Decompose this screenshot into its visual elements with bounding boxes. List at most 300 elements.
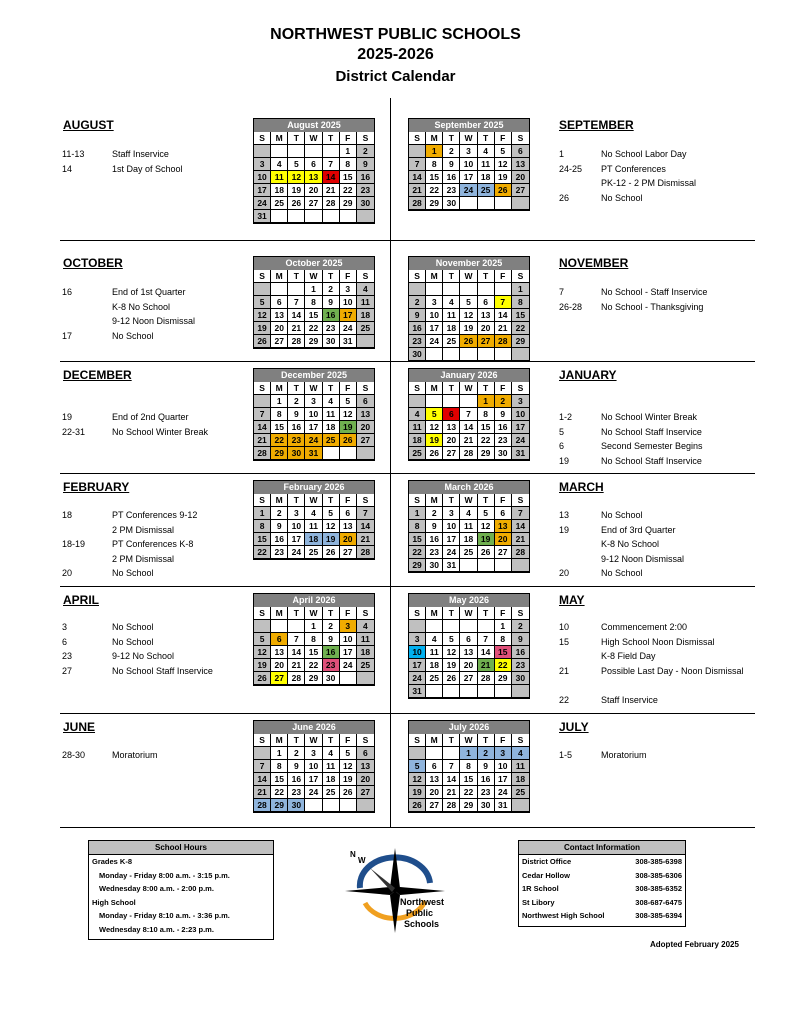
event-date: 19 bbox=[559, 455, 570, 466]
event-description: High School Noon Dismissal bbox=[601, 636, 715, 647]
calendar-day: 16 bbox=[478, 773, 495, 786]
calendar-day: 29 bbox=[305, 672, 322, 685]
calendar-day: 5 bbox=[288, 158, 305, 171]
row-divider bbox=[60, 586, 755, 587]
calendar-day: 23 bbox=[271, 546, 288, 559]
calendar-day: 13 bbox=[271, 309, 288, 322]
calendar-day: 24 bbox=[409, 672, 426, 685]
weekday-label: T bbox=[288, 494, 305, 507]
calendar-day bbox=[426, 620, 443, 633]
calendar-title: October 2025 bbox=[254, 257, 374, 270]
month-calendar-feb bbox=[253, 480, 375, 560]
calendar-day bbox=[409, 145, 426, 158]
calendar-day: 16 bbox=[426, 533, 443, 546]
calendar-day: 28 bbox=[254, 799, 271, 812]
calendar-day: 4 bbox=[443, 296, 460, 309]
calendar-day bbox=[426, 283, 443, 296]
calendar-day: 24 bbox=[288, 546, 305, 559]
calendar-day: 21 bbox=[254, 786, 271, 799]
calendar-day bbox=[323, 447, 340, 460]
calendar-day: 3 bbox=[254, 158, 271, 171]
weekday-label: T bbox=[443, 607, 460, 620]
calendar-day: 28 bbox=[478, 672, 495, 685]
calendar-day: 28 bbox=[288, 672, 305, 685]
calendar-day: 15 bbox=[305, 309, 322, 322]
calendar-day: 17 bbox=[426, 322, 443, 335]
event-date: 17 bbox=[62, 330, 73, 341]
calendar-day: 22 bbox=[340, 184, 357, 197]
school-hours-box bbox=[88, 840, 274, 940]
calendar-day: 29 bbox=[460, 799, 477, 812]
weekday-label: S bbox=[357, 494, 374, 507]
calendar-day: 10 bbox=[305, 408, 322, 421]
calendar-day: 12 bbox=[443, 646, 460, 659]
calendar-day: 15 bbox=[271, 773, 288, 786]
calendar-day: 19 bbox=[478, 533, 495, 546]
weekday-label: S bbox=[512, 382, 529, 395]
event-description: No School Winter Break bbox=[112, 426, 209, 437]
event-description: End of 3rd Quarter bbox=[601, 524, 676, 535]
calendar-day: 26 bbox=[254, 335, 271, 348]
calendar-day: 2 bbox=[271, 507, 288, 520]
month-calendar-may bbox=[408, 593, 530, 699]
event-date: 22 bbox=[559, 694, 570, 705]
logo-n: N bbox=[350, 850, 356, 859]
event-description: No School bbox=[112, 622, 154, 632]
calendar-day: 3 bbox=[512, 395, 529, 408]
calendar-title: April 2026 bbox=[254, 594, 374, 607]
calendar-day: 25 bbox=[478, 184, 495, 197]
calendar-day bbox=[409, 395, 426, 408]
calendar-day bbox=[271, 283, 288, 296]
month-heading: JANUARY bbox=[559, 368, 617, 382]
calendar-day: 17 bbox=[288, 533, 305, 546]
contact-name: Cedar Hollow bbox=[522, 870, 570, 880]
calendar-day: 1 bbox=[512, 283, 529, 296]
weekday-label: S bbox=[409, 382, 426, 395]
calendar-day bbox=[357, 672, 374, 685]
contact-name: 1R School bbox=[522, 884, 559, 893]
calendar-day: 7 bbox=[323, 158, 340, 171]
event-description: Moratorium bbox=[112, 750, 158, 760]
calendar-day: 21 bbox=[512, 533, 529, 546]
calendar-day: 23 bbox=[323, 659, 340, 672]
weekday-label: W bbox=[460, 734, 477, 747]
calendar-day: 12 bbox=[495, 158, 512, 171]
calendar-day: 18 bbox=[478, 171, 495, 184]
calendar-day: 25 bbox=[357, 659, 374, 672]
weekday-label: S bbox=[409, 270, 426, 283]
calendar-day: 29 bbox=[340, 197, 357, 210]
calendar-day: 2 bbox=[323, 620, 340, 633]
event-description: No School bbox=[601, 568, 643, 578]
contact-row bbox=[519, 909, 685, 923]
calendar-day: 4 bbox=[357, 620, 374, 633]
calendar-day: 18 bbox=[512, 773, 529, 786]
calendar-day: 11 bbox=[443, 309, 460, 322]
center-divider bbox=[390, 98, 391, 828]
calendar-day: 9 bbox=[288, 408, 305, 421]
event-description: K-8 No School bbox=[112, 301, 171, 312]
hours-line: High School bbox=[92, 897, 136, 907]
northwest-compass-logo bbox=[340, 843, 450, 938]
calendar-day: 15 bbox=[512, 309, 529, 322]
calendar-day bbox=[478, 685, 495, 698]
calendar-day: 13 bbox=[478, 309, 495, 322]
calendar-day: 19 bbox=[340, 773, 357, 786]
calendar-day: 10 bbox=[288, 520, 305, 533]
calendar-day: 28 bbox=[288, 335, 305, 348]
calendar-day: 28 bbox=[495, 335, 512, 348]
event-description: No School Staff Inservice bbox=[601, 455, 702, 466]
calendar-day bbox=[443, 685, 460, 698]
calendar-day: 26 bbox=[323, 546, 340, 559]
weekday-label: S bbox=[512, 132, 529, 145]
month-calendar-mar bbox=[408, 480, 530, 573]
calendar-day: 13 bbox=[460, 646, 477, 659]
calendar-title: March 2026 bbox=[409, 481, 529, 494]
calendar-day: 1 bbox=[271, 395, 288, 408]
calendar-day: 21 bbox=[254, 434, 271, 447]
calendar-title: February 2026 bbox=[254, 481, 374, 494]
event-date: 6 bbox=[559, 441, 565, 451]
event-description: Moratorium bbox=[601, 750, 647, 760]
calendar-day: 9 bbox=[443, 158, 460, 171]
contact-row bbox=[519, 896, 685, 910]
event-description: Commencement 2:00 bbox=[601, 622, 688, 632]
event-date: 10 bbox=[559, 622, 570, 632]
calendar-day: 11 bbox=[323, 760, 340, 773]
calendar-day: 8 bbox=[478, 408, 495, 421]
calendar-day: 9 bbox=[478, 760, 495, 773]
calendar-day: 30 bbox=[495, 447, 512, 460]
school-hours-title: School Hours bbox=[89, 841, 273, 855]
weekday-label: T bbox=[478, 132, 495, 145]
event-description: No School - Thanksgiving bbox=[601, 301, 704, 312]
weekday-label: T bbox=[323, 382, 340, 395]
month-heading: DECEMBER bbox=[63, 368, 132, 382]
calendar-day bbox=[478, 283, 495, 296]
calendar-day: 6 bbox=[340, 507, 357, 520]
event-description: 9-12 No School bbox=[112, 651, 175, 661]
calendar-day: 20 bbox=[271, 322, 288, 335]
calendar-day: 27 bbox=[460, 672, 477, 685]
weekday-label: T bbox=[478, 734, 495, 747]
calendar-day bbox=[288, 620, 305, 633]
calendar-day: 26 bbox=[460, 335, 477, 348]
calendar-day: 8 bbox=[409, 520, 426, 533]
weekday-label: M bbox=[271, 607, 288, 620]
calendar-day: 14 bbox=[254, 773, 271, 786]
weekday-label: M bbox=[426, 734, 443, 747]
calendar-day: 4 bbox=[323, 395, 340, 408]
calendar-day: 30 bbox=[288, 447, 305, 460]
weekday-label: S bbox=[409, 132, 426, 145]
weekday-label: T bbox=[323, 734, 340, 747]
row-divider bbox=[60, 827, 755, 828]
calendar-day bbox=[460, 620, 477, 633]
calendar-day bbox=[426, 747, 443, 760]
event-description: No School bbox=[601, 192, 643, 203]
contact-row bbox=[519, 869, 685, 883]
calendar-day: 27 bbox=[443, 447, 460, 460]
calendar-day: 7 bbox=[357, 507, 374, 520]
weekday-label: S bbox=[357, 382, 374, 395]
calendar-day: 31 bbox=[512, 447, 529, 460]
hours-line: Grades K-8 bbox=[92, 857, 133, 866]
event-date: 6 bbox=[62, 636, 68, 647]
calendar-day: 3 bbox=[460, 145, 477, 158]
weekday-label: S bbox=[254, 132, 271, 145]
calendar-day bbox=[478, 620, 495, 633]
calendar-day: 5 bbox=[254, 633, 271, 646]
event-description: No School Staff Inservice bbox=[112, 665, 213, 676]
calendar-day: 27 bbox=[478, 335, 495, 348]
calendar-day: 10 bbox=[254, 171, 271, 184]
calendar-day: 29 bbox=[271, 799, 288, 812]
school-year: 2025-2026 bbox=[357, 46, 434, 63]
calendar-day: 22 bbox=[478, 434, 495, 447]
calendar-day: 10 bbox=[443, 520, 460, 533]
calendar-day bbox=[288, 145, 305, 158]
weekday-label: T bbox=[443, 494, 460, 507]
weekday-label: T bbox=[323, 494, 340, 507]
weekday-label: S bbox=[512, 270, 529, 283]
calendar-day: 11 bbox=[323, 408, 340, 421]
calendar-day: 7 bbox=[443, 760, 460, 773]
calendar-day: 29 bbox=[271, 447, 288, 460]
calendar-day: 28 bbox=[254, 447, 271, 460]
weekday-label: W bbox=[460, 270, 477, 283]
weekday-label: S bbox=[409, 494, 426, 507]
calendar-day bbox=[340, 799, 357, 812]
calendar-day: 1 bbox=[495, 620, 512, 633]
event-date: 26-28 bbox=[559, 301, 583, 312]
calendar-day: 6 bbox=[271, 633, 288, 646]
event-date: 23 bbox=[62, 651, 73, 661]
calendar-day bbox=[443, 348, 460, 361]
calendar-day: 25 bbox=[271, 197, 288, 210]
calendar-day: 3 bbox=[409, 633, 426, 646]
calendar-day: 14 bbox=[288, 309, 305, 322]
calendar-day: 12 bbox=[478, 520, 495, 533]
calendar-day: 27 bbox=[357, 434, 374, 447]
calendar-day: 28 bbox=[409, 197, 426, 210]
calendar-day bbox=[478, 348, 495, 361]
calendar-day: 20 bbox=[357, 773, 374, 786]
calendar-day bbox=[478, 559, 495, 572]
calendar-day: 20 bbox=[460, 659, 477, 672]
calendar-day bbox=[323, 210, 340, 223]
weekday-label: S bbox=[254, 270, 271, 283]
calendar-day: 5 bbox=[340, 395, 357, 408]
calendar-day: 9 bbox=[288, 760, 305, 773]
event-description: No School Winter Break bbox=[601, 412, 698, 422]
adopted-date: Adopted February 2025 bbox=[650, 940, 739, 949]
row-divider bbox=[60, 473, 755, 474]
event-description: 1st Day of School bbox=[112, 163, 183, 174]
calendar-day: 9 bbox=[426, 520, 443, 533]
weekday-label: W bbox=[305, 607, 322, 620]
calendar-day: 25 bbox=[323, 786, 340, 799]
event-description: PK-12 - 2 PM Dismissal bbox=[601, 178, 697, 188]
calendar-day: 11 bbox=[409, 421, 426, 434]
calendar-day: 16 bbox=[323, 309, 340, 322]
calendar-day: 30 bbox=[512, 672, 529, 685]
calendar-day: 11 bbox=[357, 633, 374, 646]
weekday-label: T bbox=[323, 607, 340, 620]
calendar-day: 4 bbox=[409, 408, 426, 421]
hours-line: Wednesday 8:10 a.m. - 2:23 p.m. bbox=[99, 924, 214, 934]
event-date: 1-2 bbox=[559, 412, 573, 422]
event-date: 20 bbox=[62, 568, 73, 578]
calendar-day bbox=[254, 747, 271, 760]
calendar-day: 11 bbox=[305, 520, 322, 533]
calendar-day bbox=[323, 799, 340, 812]
weekday-label: M bbox=[426, 382, 443, 395]
logo-text-2: Public bbox=[406, 908, 434, 918]
calendar-day: 18 bbox=[443, 322, 460, 335]
event-date: 21 bbox=[559, 665, 570, 676]
weekday-label: M bbox=[271, 734, 288, 747]
calendar-day: 30 bbox=[443, 197, 460, 210]
calendar-day: 25 bbox=[323, 434, 340, 447]
calendar-day: 11 bbox=[460, 520, 477, 533]
weekday-label: S bbox=[357, 270, 374, 283]
calendar-title: May 2026 bbox=[409, 594, 529, 607]
weekday-label: F bbox=[340, 382, 357, 395]
calendar-day: 9 bbox=[512, 633, 529, 646]
calendar-day: 3 bbox=[305, 747, 322, 760]
weekday-label: W bbox=[305, 382, 322, 395]
calendar-day bbox=[271, 145, 288, 158]
calendar-day: 25 bbox=[512, 786, 529, 799]
calendar-day: 13 bbox=[426, 773, 443, 786]
calendar-day: 16 bbox=[323, 646, 340, 659]
event-description: Staff Inservice bbox=[112, 149, 169, 159]
weekday-label: F bbox=[495, 132, 512, 145]
calendar-title: November 2025 bbox=[409, 257, 529, 270]
calendar-day: 4 bbox=[460, 507, 477, 520]
calendar-day: 12 bbox=[426, 421, 443, 434]
calendar-day: 8 bbox=[460, 760, 477, 773]
event-description: Second Semester Begins bbox=[601, 441, 703, 451]
weekday-label: T bbox=[288, 607, 305, 620]
calendar-day bbox=[512, 197, 529, 210]
calendar-day: 1 bbox=[254, 507, 271, 520]
weekday-label: M bbox=[426, 494, 443, 507]
calendar-day: 23 bbox=[426, 546, 443, 559]
calendar-day: 19 bbox=[443, 659, 460, 672]
calendar-day bbox=[409, 283, 426, 296]
month-calendar-apr bbox=[253, 593, 375, 686]
calendar-day: 23 bbox=[512, 659, 529, 672]
weekday-label: S bbox=[512, 734, 529, 747]
calendar-day: 24 bbox=[305, 434, 322, 447]
weekday-label: S bbox=[409, 734, 426, 747]
calendar-day: 22 bbox=[409, 546, 426, 559]
calendar-day: 10 bbox=[409, 646, 426, 659]
calendar-day: 31 bbox=[254, 210, 271, 223]
weekday-label: W bbox=[460, 494, 477, 507]
calendar-day: 12 bbox=[340, 760, 357, 773]
calendar-day: 31 bbox=[340, 335, 357, 348]
calendar-day: 2 bbox=[478, 747, 495, 760]
calendar-day: 27 bbox=[340, 546, 357, 559]
calendar-day: 23 bbox=[495, 434, 512, 447]
calendar-day: 10 bbox=[340, 633, 357, 646]
calendar-day: 16 bbox=[495, 421, 512, 434]
calendar-day: 13 bbox=[305, 171, 322, 184]
calendar-day: 5 bbox=[460, 296, 477, 309]
calendar-day: 4 bbox=[271, 158, 288, 171]
contact-name: St Libory bbox=[522, 897, 555, 907]
calendar-day: 23 bbox=[409, 335, 426, 348]
calendar-day bbox=[288, 283, 305, 296]
weekday-label: T bbox=[443, 132, 460, 145]
calendar-day: 21 bbox=[478, 659, 495, 672]
calendar-title: June 2026 bbox=[254, 721, 374, 734]
calendar-day: 29 bbox=[495, 672, 512, 685]
calendar-day: 6 bbox=[357, 395, 374, 408]
calendar-day: 27 bbox=[357, 786, 374, 799]
calendar-day: 2 bbox=[288, 747, 305, 760]
event-date: 1 bbox=[559, 149, 565, 159]
calendar-day: 22 bbox=[426, 184, 443, 197]
calendar-day: 21 bbox=[323, 184, 340, 197]
logo-w: W bbox=[358, 856, 366, 865]
weekday-label: F bbox=[495, 382, 512, 395]
weekday-label: T bbox=[443, 270, 460, 283]
calendar-day: 24 bbox=[495, 786, 512, 799]
calendar-day: 11 bbox=[426, 646, 443, 659]
calendar-day: 8 bbox=[426, 158, 443, 171]
contact-phone: 308-385-6398 bbox=[635, 857, 682, 866]
calendar-day: 31 bbox=[443, 559, 460, 572]
calendar-day: 24 bbox=[426, 335, 443, 348]
calendar-day: 24 bbox=[340, 322, 357, 335]
calendar-day bbox=[460, 283, 477, 296]
calendar-day: 13 bbox=[340, 520, 357, 533]
calendar-day bbox=[254, 395, 271, 408]
event-description: K-8 No School bbox=[601, 539, 660, 549]
calendar-day: 22 bbox=[271, 786, 288, 799]
calendar-day: 13 bbox=[495, 520, 512, 533]
calendar-day: 28 bbox=[512, 546, 529, 559]
weekday-label: F bbox=[340, 132, 357, 145]
calendar-day: 25 bbox=[409, 447, 426, 460]
event-description: PT Conferences 9-12 bbox=[112, 510, 198, 520]
calendar-day: 24 bbox=[254, 197, 271, 210]
calendar-day bbox=[254, 283, 271, 296]
calendar-day: 7 bbox=[288, 633, 305, 646]
calendar-day bbox=[288, 210, 305, 223]
weekday-label: W bbox=[460, 382, 477, 395]
calendar-day bbox=[443, 620, 460, 633]
calendar-day: 16 bbox=[288, 421, 305, 434]
event-description: End of 1st Quarter bbox=[112, 287, 186, 297]
event-date: 19 bbox=[62, 412, 73, 422]
calendar-day: 22 bbox=[271, 434, 288, 447]
calendar-day: 30 bbox=[426, 559, 443, 572]
event-date: 22-31 bbox=[62, 426, 86, 437]
calendar-day: 19 bbox=[254, 322, 271, 335]
contact-title: Contact Information bbox=[519, 841, 685, 855]
calendar-day: 27 bbox=[271, 335, 288, 348]
calendar-day bbox=[254, 620, 271, 633]
calendar-day: 10 bbox=[340, 296, 357, 309]
calendar-day: 3 bbox=[443, 507, 460, 520]
